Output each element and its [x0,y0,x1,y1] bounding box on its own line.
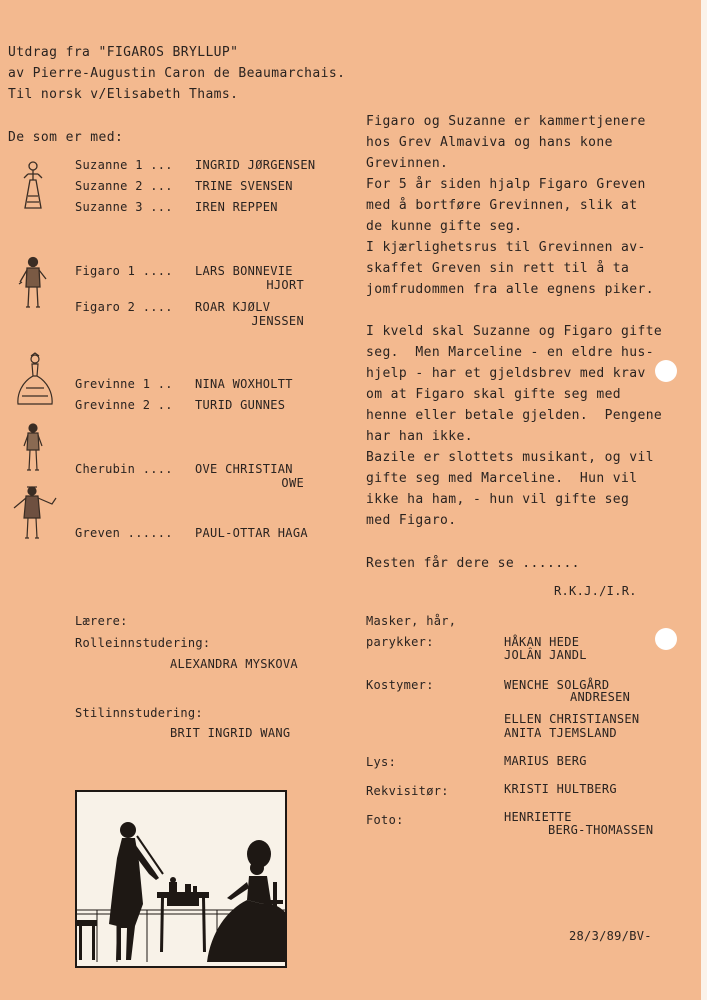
header-line-3: Til norsk v/Elisabeth Thams. [8,87,239,102]
synopsis-line: Figaro og Suzanne er kammertjenere [366,114,646,129]
synopsis-line: skaffet Greven sin rett til å ta [366,261,630,276]
crew-label-masks-2: parykker: [366,635,434,649]
crew-name: KRISTI HULTBERG [504,782,617,796]
teacher-role-2: Stilinnstudering: [75,706,203,720]
crew-label-costumes: Kostymer: [366,678,434,692]
synopsis-line: I kveld skal Suzanne og Figaro gifte [366,324,663,339]
cast-actor: OVE CHRISTIAN [195,462,293,476]
synopsis-line: Bazile er slottets musikant, og vil [366,450,654,465]
crew-name: JOLÂN JANDL [504,648,587,662]
crew-label-props: Rekvisitør: [366,784,449,798]
teachers-heading: Lærere: [75,614,128,628]
cast-actor: PAUL-OTTAR HAGA [195,526,308,540]
punch-hole [655,360,677,382]
greven-figure-icon [10,484,58,544]
synopsis-line: hos Grev Almaviva og hans kone [366,135,613,150]
synopsis-line: Grevinnen. [366,156,449,171]
synopsis-line: seg. Men Marceline - en eldre hus- [366,345,654,360]
crew-name: MARIUS BERG [504,754,587,768]
synopsis-line: henne eller betale gjelden. Pengene [366,408,663,423]
header-line-2: av Pierre-Augustin Caron de Beaumarchais. [8,66,346,81]
crew-label-photo: Foto: [366,813,404,827]
page-edge [701,0,707,1000]
header-line-1: Utdrag fra "FIGAROS BRYLLUP" [8,45,239,60]
crew-name: HENRIETTE [504,810,572,824]
cast-role: Suzanne 1 ... [75,158,173,172]
crew-name: ELLEN CHRISTIANSEN [504,712,640,726]
cast-actor: TURID GUNNES [195,398,286,412]
synopsis-line: hjelp - har et gjeldsbrev med krav [366,366,646,381]
synopsis-line: jomfrudommen fra alle egnens piker. [366,282,654,297]
synopsis-line: med Figaro. [366,513,457,528]
cast-actor: INGRID JØRGENSEN [195,158,316,172]
crew-name: ANITA TJEMSLAND [504,726,617,740]
cast-role: Grevinne 2 .. [75,398,173,412]
cast-heading: De som er med: [8,130,124,145]
suzanne-figure-icon [18,158,48,216]
cast-actor: ROAR KJØLV [195,300,271,314]
silhouette-scene-image [77,792,285,966]
synopsis-line: gifte seg med Marceline. Hun vil [366,471,638,486]
synopsis-line: de kunne gifte seg. [366,219,523,234]
crew-name: BERG-THOMASSEN [548,823,654,837]
cast-role: Suzanne 3 ... [75,200,173,214]
synopsis-line: har han ikke. [366,429,473,444]
synopsis-line: ikke ha ham, - hun vil gifte seg [366,492,630,507]
synopsis-line: I kjærlighetsrus til Grevinnen av- [366,240,646,255]
cast-role: Grevinne 1 .. [75,377,173,391]
synopsis-rest: Resten får dere se ....... [366,556,580,571]
synopsis-line: For 5 år siden hjalp Figaro Greven [366,177,646,192]
crew-name: ANDRESEN [570,690,631,704]
cast-actor: LARS BONNEVIE [195,264,293,278]
crew-name: HÅKAN HEDE [504,635,580,649]
cast-role: Greven ...... [75,526,173,540]
crew-label-light: Lys: [366,755,397,769]
cast-role: Suzanne 2 ... [75,179,173,193]
crew-name: WENCHE SOLGÅRD [504,678,610,692]
cast-actor-cont: OWE [281,476,304,490]
cherubin-figure-icon [20,422,46,476]
cast-role: Figaro 1 .... [75,264,173,278]
cast-role: Cherubin .... [75,462,173,476]
grevinne-figure-icon [14,352,56,410]
teacher-name-2: BRIT INGRID WANG [170,726,291,740]
silhouette-illustration [75,790,287,968]
footer-date: 28/3/89/BV- [569,929,652,943]
figaro-figure-icon [16,255,50,313]
crew-label-masks: Masker, hår, [366,614,457,628]
cast-actor-cont: JENSSEN [251,314,304,328]
synopsis-line: om at Figaro skal gifte seg med [366,387,622,402]
synopsis-line: med å bortføre Grevinnen, slik at [366,198,638,213]
teacher-role-1: Rolleinnstudering: [75,636,211,650]
cast-actor: NINA WOXHOLTT [195,377,293,391]
punch-hole [655,628,677,650]
cast-actor: TRINE SVENSEN [195,179,293,193]
cast-actor: IREN REPPEN [195,200,278,214]
cast-role: Figaro 2 .... [75,300,173,314]
synopsis-initials: R.K.J./I.R. [554,584,637,598]
teacher-name-1: ALEXANDRA MYSKOVA [170,657,298,671]
cast-actor-cont: HJORT [266,278,304,292]
